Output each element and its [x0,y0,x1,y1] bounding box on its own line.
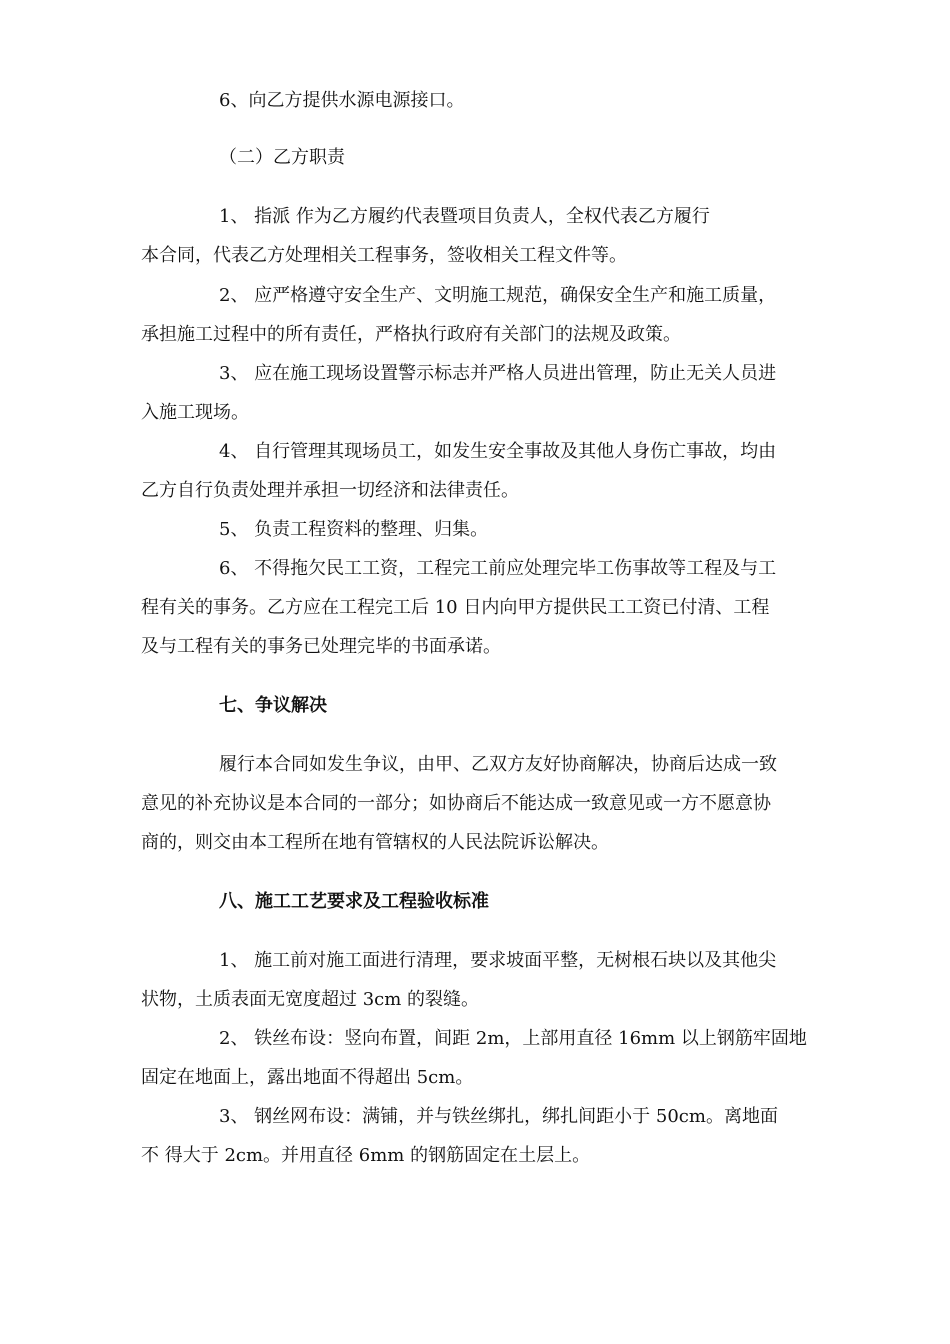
paragraph-line: 3、 钢丝网布设：满铺，并与铁丝绑扎，绑扎间距小于 50cm。离地面 [219,1106,778,1127]
section-heading-construction: 八、施工工艺要求及工程验收标准 [219,891,489,912]
paragraph-line: 商的，则交由本工程所在地有管辖权的人民法院诉讼解决。 [141,832,609,853]
paragraph-line: 意见的补充协议是本合同的一部分；如协商后不能达成一致意见或一方不愿意协 [141,793,771,814]
paragraph-line: 4、 自行管理其现场员工，如发生安全事故及其他人身伤亡事故，均由 [219,441,777,462]
paragraph-line: 固定在地面上，露出地面不得超出 5cm。 [141,1067,474,1088]
list-item-6-party-a: 6、向乙方提供水源电源接口。 [219,90,465,111]
subsection-heading-party-b: （二）乙方职责 [219,147,345,168]
paragraph-line: 6、 不得拖欠民工工资，工程完工前应处理完毕工伤事故等工程及与工 [219,558,777,579]
paragraph-line: 履行本合同如发生争议，由甲、乙双方友好协商解决，协商后达成一致 [219,754,777,775]
paragraph-line: 乙方自行负责处理并承担一切经济和法律责任。 [141,480,519,501]
paragraph-line: 状物，土质表面无宽度超过 3cm 的裂缝。 [141,989,480,1010]
paragraph-line: 3、 应在施工现场设置警示标志并严格人员进出管理，防止无关人员进 [219,363,777,384]
paragraph-line: 承担施工过程中的所有责任，严格执行政府有关部门的法规及政策。 [141,324,681,345]
paragraph-line: 及与工程有关的事务已处理完毕的书面承诺。 [141,636,501,657]
paragraph-line: 1、 指派 作为乙方履约代表暨项目负责人，全权代表乙方履行 [219,206,710,227]
paragraph-line: 程有关的事务。乙方应在工程完工后 10 日内向甲方提供民工工资已付清、工程 [141,597,770,618]
paragraph-line: 2、 应严格遵守安全生产、文明施工规范，确保安全生产和施工质量， [219,285,777,306]
paragraph-line: 本合同，代表乙方处理相关工程事务，签收相关工程文件等。 [141,245,627,266]
paragraph-line: 1、 施工前对施工面进行清理，要求坡面平整，无树根石块以及其他尖 [219,950,777,971]
paragraph-line: 2、 铁丝布设：竖向布置，间距 2m，上部用直径 16mm 以上钢筋牢固地 [219,1028,807,1049]
paragraph-line: 不 得大于 2cm。并用直径 6mm 的钢筋固定在土层上。 [141,1145,591,1166]
paragraph-line: 5、 负责工程资料的整理、归集。 [219,519,489,540]
paragraph-line: 入施工现场。 [141,402,249,423]
section-heading-dispute: 七、争议解决 [219,695,327,716]
